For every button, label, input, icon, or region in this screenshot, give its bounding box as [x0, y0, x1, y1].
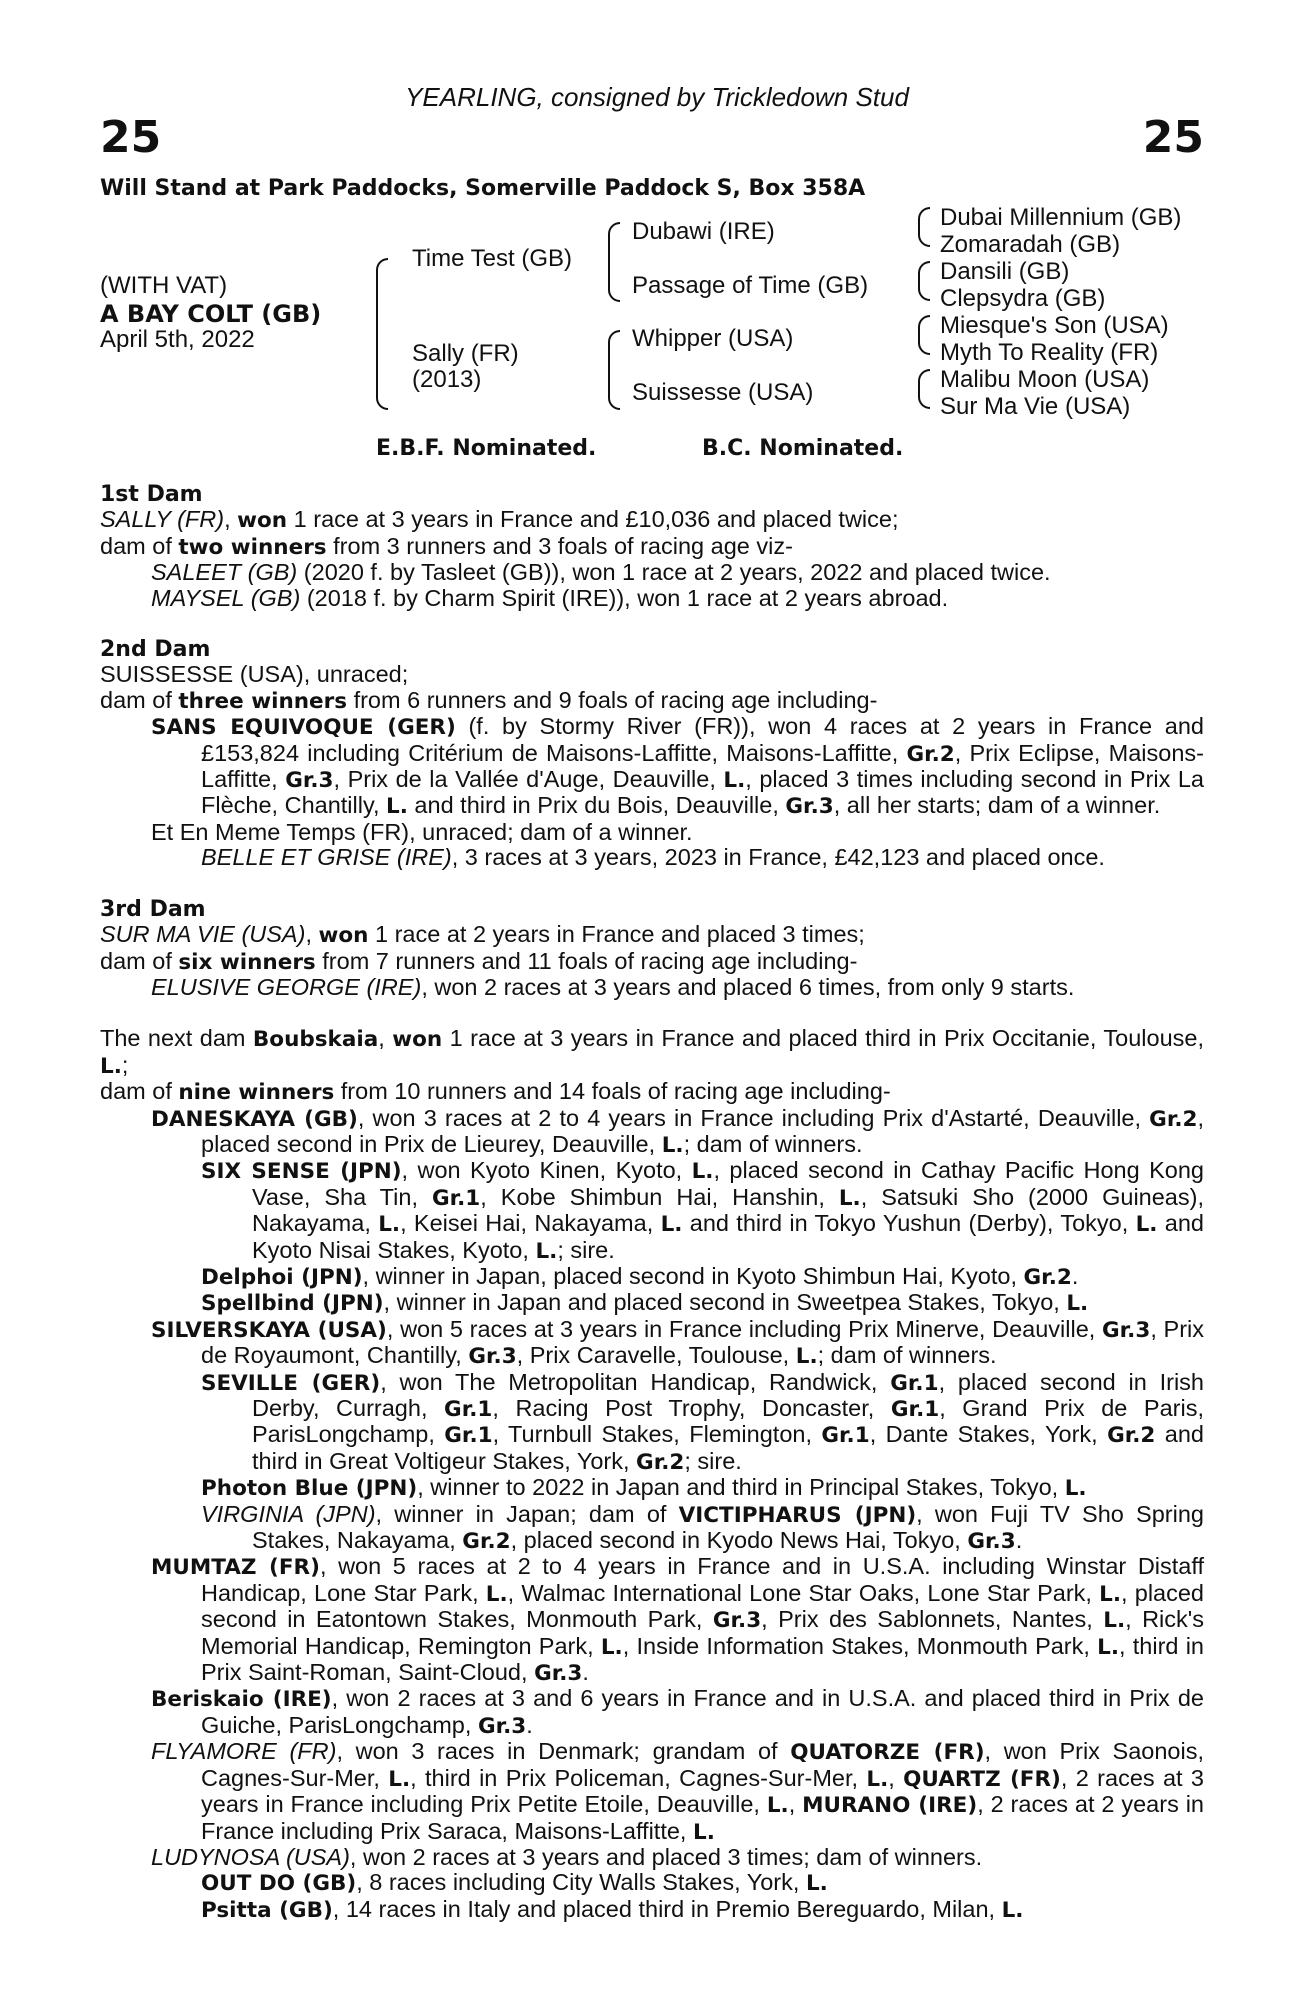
text-fragment: Gr.3 [712, 1608, 762, 1634]
brace-g3-4 [918, 369, 930, 409]
progeny-entry [100, 1106, 1204, 1159]
text-fragment: Gr.3 [285, 768, 334, 794]
text-fragment: , placed second in Cathay Pacific Hong Kong Vase, Sha Tin, [252, 1157, 1204, 1210]
text-fragment: MUMTAZ (FR) [151, 1555, 320, 1581]
text-fragment: Boubskaia [252, 1027, 379, 1053]
text-fragment: L. [693, 1819, 715, 1845]
text-fragment: SILVERSKAYA (USA) [151, 1317, 387, 1343]
text-fragment: , won The Metropolitan Handicap, Randwick, [380, 1368, 891, 1395]
text-fragment: QUARTZ (FR) [903, 1766, 1061, 1792]
progeny-entry [100, 1739, 1204, 1845]
text-fragment: L. [661, 1132, 684, 1158]
text-fragment: , won Fuji TV Sho Spring Stakes, Nakayama, [252, 1500, 1204, 1554]
text-fragment: , Turnbull Stakes, Flemington, [492, 1421, 822, 1448]
text-fragment: L. [691, 1159, 714, 1185]
text-fragment: , won 3 races at 2 to 4 years in France including Prix d'Astarté, Deauville, [357, 1104, 1150, 1131]
progeny-entry [100, 1686, 1204, 1739]
text-fragment: L. [600, 1634, 623, 1660]
text-fragment: , won 2 races at 3 years and placed 6 times, from only 9 starts. [421, 973, 1075, 1000]
stand-location: Will Stand at Park Paddocks, Somerville Paddock S, Box 358A [100, 176, 866, 201]
text-fragment: won [392, 1027, 443, 1053]
text-fragment: SALLY (FR) [100, 506, 225, 533]
text-fragment: DANESKAYA (GB) [151, 1106, 358, 1132]
text-fragment: , 3 races at 3 years, 2023 in France, £42,123 and placed once. [451, 844, 1105, 871]
text-fragment: L. [386, 794, 408, 820]
text-fragment: ; sire. [557, 1236, 615, 1263]
text-fragment: Beriskaio (IRE) [151, 1687, 332, 1713]
text-fragment: won [237, 508, 288, 534]
text-fragment: L. [766, 1793, 789, 1819]
text-fragment: ; [121, 1051, 129, 1078]
text-fragment: two winners [178, 534, 327, 560]
text-fragment: , 2 races at 2 years in France including Prix Saraca, Maisons-Laffitte, [201, 1791, 1204, 1844]
text-fragment: VICTIPHARUS (JPN) [678, 1502, 917, 1528]
gen3-1: Dubai Millennium (GB) [940, 204, 1182, 231]
text-fragment: , [788, 1791, 803, 1818]
grand-progeny-entry [100, 1502, 1204, 1555]
text-fragment: SANS EQUIVOQUE (GER) [151, 715, 456, 741]
text-fragment: , Grand Prix de Paris, ParisLongchamp, [252, 1395, 1205, 1448]
text-fragment: L. [1135, 1212, 1158, 1238]
section-heading: 2nd Dam [100, 637, 211, 663]
text-fragment: L. [1103, 1608, 1126, 1634]
text-fragment: , won 5 races at 3 years in France including Prix Minerve, Deauville, [386, 1315, 1102, 1342]
text-fragment: , Rick's Memorial Handicap, Remington Park, [201, 1606, 1204, 1659]
progeny-entry [100, 560, 1204, 585]
text-fragment: dam of [100, 947, 179, 974]
brace-g3-2 [918, 261, 930, 301]
gen3-7: Malibu Moon (USA) [940, 366, 1150, 393]
brace-dam [608, 330, 620, 410]
text-fragment: , won 5 races at 2 to 4 years in France and in U.S.A. including Winstar Distaff Handicap, Lone Star Park, [201, 1553, 1204, 1606]
text-fragment: QUATORZE (FR) [790, 1740, 985, 1766]
text-fragment: Gr.2 [906, 741, 955, 767]
text-fragment: L. [388, 1766, 411, 1792]
progeny-entry [100, 975, 1204, 1000]
text-fragment: The next dam [100, 1025, 253, 1052]
text-fragment: L. [795, 1344, 818, 1370]
text-fragment: , third in Prix Policeman, Cagnes-Sur-Mer, [410, 1764, 867, 1791]
text-fragment: , Racing Post Trophy, Doncaster, [492, 1395, 891, 1421]
text-fragment: MAYSEL (GB) [151, 584, 301, 611]
text-fragment: Psitta (GB) [201, 1897, 333, 1923]
progeny-entry [100, 586, 1204, 611]
text-fragment: ; sire. [684, 1447, 742, 1474]
dam-year: (2013) [412, 366, 482, 393]
text-fragment: dam of [100, 1078, 179, 1105]
gen3-8: Sur Ma Vie (USA) [940, 393, 1131, 420]
gen3-4: Clepsydra (GB) [940, 285, 1106, 312]
dam-produce-summary [100, 534, 1204, 560]
text-fragment: , third in Prix Saint-Roman, Saint-Cloud, [201, 1632, 1205, 1686]
section-heading: 3rd Dam [100, 896, 206, 922]
lot-number-right: 25 [1142, 112, 1204, 163]
text-fragment: , placed second in Prix de Lieurey, Deauville, [201, 1104, 1205, 1157]
text-fragment: Gr.1 [431, 1185, 481, 1211]
vat-label: (WITH VAT) [100, 272, 228, 299]
brace-g3-3 [918, 315, 930, 355]
grand-progeny-entry [100, 1290, 1204, 1316]
text-fragment: Gr.3 [477, 1713, 527, 1739]
dam-summary [100, 507, 1204, 533]
dam-produce-summary [100, 949, 1204, 975]
text-fragment: Delphoi (JPN) [201, 1264, 363, 1290]
text-fragment: from 3 runners and 3 foals of racing age viz- [326, 532, 793, 559]
text-fragment: L. [866, 1766, 889, 1792]
text-fragment: , Keisei Hai, Nakayama, [400, 1210, 661, 1237]
dam-produce-summary [100, 1079, 1204, 1105]
text-fragment: FLYAMORE (FR) [151, 1738, 337, 1765]
text-fragment: , 8 races including City Walls Stakes, York, [356, 1869, 806, 1896]
text-fragment: Gr.3 [534, 1661, 583, 1687]
text-fragment: and third in Great Voltigeur Stakes, York, [252, 1421, 1204, 1474]
text-fragment: , Inside Information Stakes, Monmouth Park, [622, 1632, 1098, 1659]
text-fragment: L. [378, 1212, 401, 1238]
grand-progeny-entry [100, 1870, 1204, 1896]
dam-name: Sally (FR) [412, 340, 519, 367]
text-fragment: , all her starts; dam of a winner. [833, 792, 1161, 819]
text-fragment: , Prix des Sablonnets, Nantes, [761, 1606, 1104, 1633]
foaling-date: April 5th, 2022 [100, 326, 255, 353]
dam-summary [100, 922, 1204, 948]
text-fragment: , 2 races at 3 years in France including Prix Petite Etoile, Deauville, [201, 1764, 1204, 1818]
text-fragment: L. [1066, 1291, 1089, 1317]
consignor-line: YEARLING, consigned by Trickledown Stud [405, 82, 909, 112]
next-dam-section [100, 1026, 1204, 1923]
grand-progeny-entry [100, 1370, 1204, 1476]
text-fragment: three winners [178, 688, 348, 714]
dam-summary: SUISSESSE (USA), unraced; [100, 661, 409, 688]
text-fragment: ELUSIVE GEORGE (IRE) [151, 973, 422, 1000]
text-fragment: , placed second in Irish Derby, Curragh, [252, 1368, 1205, 1421]
text-fragment: , placed second in Eatontown Stakes, Monmouth Park, [201, 1579, 1204, 1633]
gen2-sire-sire: Dubawi (IRE) [632, 218, 775, 245]
text-fragment: SEVILLE (GER) [201, 1370, 381, 1396]
ebf-nominated: E.B.F. Nominated. [376, 436, 597, 461]
gen3-6: Myth To Reality (FR) [940, 339, 1159, 366]
gen3-3: Dansili (GB) [940, 258, 1070, 285]
progeny-entry [100, 1845, 1204, 1870]
text-fragment: BELLE ET GRISE (IRE) [201, 844, 452, 871]
text-fragment: , Prix Caravelle, Toulouse, [516, 1342, 796, 1369]
text-fragment: L. [1097, 1634, 1120, 1660]
text-fragment: , Prix de la Vallée d'Auge, Deauville, [333, 766, 724, 793]
text-fragment: L. [723, 768, 746, 794]
text-fragment: 1 race at 3 years in France and £10,036 and placed twice; [287, 506, 899, 533]
text-fragment: , [378, 1025, 393, 1052]
text-fragment: Gr.2 [636, 1449, 685, 1475]
text-fragment: Gr.2 [1149, 1106, 1198, 1132]
text-fragment: from 10 runners and 14 foals of racing age including- [334, 1078, 891, 1105]
text-fragment: , winner in Japan, placed second in Kyoto Shimbun Hai, Kyoto, [362, 1262, 1024, 1289]
text-fragment: LUDYNOSA (USA) [151, 1843, 350, 1870]
text-fragment: , won 2 races at 3 years and placed 3 times; dam of winners. [349, 1843, 983, 1870]
text-fragment: , 14 races in Italy and placed third in Premio Bereguardo, Milan, [332, 1895, 1002, 1922]
grand-progeny-entry [100, 1264, 1204, 1290]
text-fragment: SIX SENSE (JPN) [201, 1159, 402, 1185]
text-fragment: , won 2 races at 3 and 6 years in France and in U.S.A. and placed third in Prix de Guiche, ParisLongchamp, [201, 1685, 1204, 1738]
text-fragment: , [305, 921, 319, 948]
text-fragment: Spellbind (JPN) [201, 1291, 384, 1317]
text-fragment: 1 race at 2 years in France and placed 3 times; [368, 921, 865, 948]
text-fragment: (f. by Stormy River (FR)), won 4 races at 2 years in France and £153,824 including Critérium de Maisons-Laffitte, Maisons-Laffitte, [201, 713, 1204, 766]
text-fragment: Gr.3 [785, 794, 834, 820]
second-dam-section [100, 637, 1204, 871]
text-fragment: Gr.2 [462, 1529, 511, 1555]
text-fragment: ; dam of winners. [683, 1130, 863, 1157]
text-fragment: , Walmac International Lone Star Oaks, Lone Star Park, [507, 1579, 1100, 1606]
text-fragment: , Prix de Royaumont, Chantilly, [201, 1315, 1204, 1369]
text-fragment: Gr.1 [821, 1423, 870, 1449]
text-fragment: OUT DO (GB) [201, 1871, 357, 1897]
text-fragment: , Prix Eclipse, Maisons-Laffitte, [201, 739, 1204, 793]
text-fragment: Gr.3 [468, 1344, 517, 1370]
text-fragment: and third in Tokyo Yushun (Derby), Tokyo, [682, 1210, 1136, 1237]
text-fragment: from 6 runners and 9 foals of racing age including- [347, 686, 878, 713]
text-fragment: dam of [100, 532, 179, 559]
text-fragment: . [582, 1659, 589, 1686]
text-fragment: dam of [100, 686, 179, 713]
text-fragment: Gr.1 [444, 1423, 493, 1449]
gen2-dam-sire: Whipper (USA) [632, 325, 794, 352]
gen2-sire-dam: Passage of Time (GB) [632, 272, 869, 299]
text-fragment: (2020 f. by Tasleet (GB)), won 1 race at 2 years, 2022 and placed twice. [297, 559, 1051, 586]
lot-number-left: 25 [100, 112, 162, 163]
text-fragment: , Kobe Shimbun Hai, Hanshin, [480, 1183, 839, 1210]
text-fragment: , won Prix Saonois, Cagnes-Sur-Mer, [201, 1738, 1205, 1791]
text-fragment: and third in Prix du Bois, Deauville, [407, 792, 786, 819]
first-dam-section [100, 482, 1204, 611]
text-fragment: , [224, 506, 238, 533]
text-fragment: ; dam of winners. [817, 1342, 997, 1369]
dam-produce-summary [100, 688, 1204, 714]
text-fragment: six winners [178, 949, 316, 975]
text-fragment: Gr.3 [1102, 1317, 1151, 1343]
catalogue-body [100, 482, 1204, 1923]
text-fragment: nine winners [178, 1080, 335, 1106]
text-fragment: Gr.1 [890, 1370, 939, 1396]
text-fragment: , winner to 2022 in Japan and third in Principal Stakes, Tokyo, [417, 1474, 1065, 1501]
text-fragment: L. [1001, 1897, 1024, 1923]
text-fragment: L. [1064, 1476, 1087, 1502]
text-fragment: L. [805, 1871, 828, 1897]
text-fragment: . [1015, 1527, 1023, 1554]
text-fragment: from 7 runners and 11 foals of racing age including- [315, 947, 858, 974]
text-fragment: and Kyoto Nisai Stakes, Kyoto, [252, 1210, 1204, 1263]
horse-name: A BAY COLT (GB) [100, 300, 322, 328]
text-fragment: SUR MA VIE (USA) [100, 921, 306, 948]
text-fragment: , winner in Japan and placed second in Sweetpea Stakes, Tokyo, [383, 1289, 1067, 1316]
text-fragment: VIRGINIA (JPN) [201, 1500, 376, 1527]
text-fragment: Gr.2 [1107, 1423, 1156, 1449]
text-fragment: , Satsuki Sho (2000 Guineas), Nakayama, [252, 1183, 1204, 1237]
text-fragment: , placed second in Kyodo News Hai, Tokyo, [510, 1527, 968, 1554]
progeny-entry: Et En Meme Temps (FR), unraced; dam of a winner. [151, 818, 693, 845]
text-fragment: L. [535, 1238, 558, 1264]
progeny-entry [100, 1554, 1204, 1686]
brace-gen1 [376, 258, 388, 410]
text-fragment: Photon Blue (JPN) [201, 1476, 418, 1502]
text-fragment: , [888, 1764, 904, 1791]
text-fragment: MURANO (IRE) [802, 1793, 978, 1819]
gen2-dam-dam: Suissesse (USA) [632, 379, 814, 406]
text-fragment: (2018 f. by Charm Spirit (IRE)), won 1 race at 2 years abroad. [300, 584, 949, 611]
grand-progeny-entry [100, 1475, 1204, 1501]
text-fragment: . [526, 1711, 533, 1738]
text-fragment: , won 3 races in Denmark; grandam of [336, 1738, 791, 1765]
sire-name: Time Test (GB) [412, 245, 573, 272]
text-fragment: L. [1099, 1581, 1122, 1607]
text-fragment: L. [838, 1185, 861, 1211]
section-heading: 1st Dam [100, 482, 203, 507]
text-fragment: L. [660, 1212, 683, 1238]
text-fragment: , placed 3 times including second in Prix La Flèche, Chantilly, [201, 766, 1205, 819]
text-fragment: , winner in Japan; dam of [375, 1500, 679, 1527]
text-fragment: Gr.2 [1023, 1264, 1072, 1290]
grand-progeny-entry [100, 845, 1204, 870]
text-fragment: , won Kyoto Kinen, Kyoto, [401, 1157, 692, 1184]
gen3-5: Miesque's Son (USA) [940, 312, 1169, 339]
text-fragment: , Dante Stakes, York, [869, 1421, 1108, 1448]
text-fragment: Gr.1 [444, 1397, 493, 1422]
progeny-entry [100, 714, 1204, 820]
text-fragment: 1 race at 3 years in France and placed third in Prix Occitanie, Toulouse, [442, 1025, 1204, 1052]
brace-g3-1 [918, 207, 930, 247]
grand-progeny-entry [100, 1897, 1204, 1923]
text-fragment: Gr.3 [967, 1529, 1016, 1555]
third-dam-section [100, 897, 1204, 1001]
progeny-entry [100, 1317, 1204, 1370]
text-fragment: . [1071, 1262, 1079, 1289]
bc-nominated: B.C. Nominated. [702, 436, 904, 461]
text-fragment: L. [100, 1053, 122, 1079]
text-fragment: won [318, 923, 369, 949]
text-fragment: Gr.1 [890, 1397, 940, 1422]
text-fragment: SALEET (GB) [151, 559, 298, 586]
brace-sire [608, 222, 620, 302]
text-fragment: L. [485, 1581, 508, 1607]
next-dam-summary [100, 1026, 1204, 1079]
grand-progeny-entry [100, 1158, 1204, 1264]
gen3-2: Zomaradah (GB) [940, 231, 1121, 258]
